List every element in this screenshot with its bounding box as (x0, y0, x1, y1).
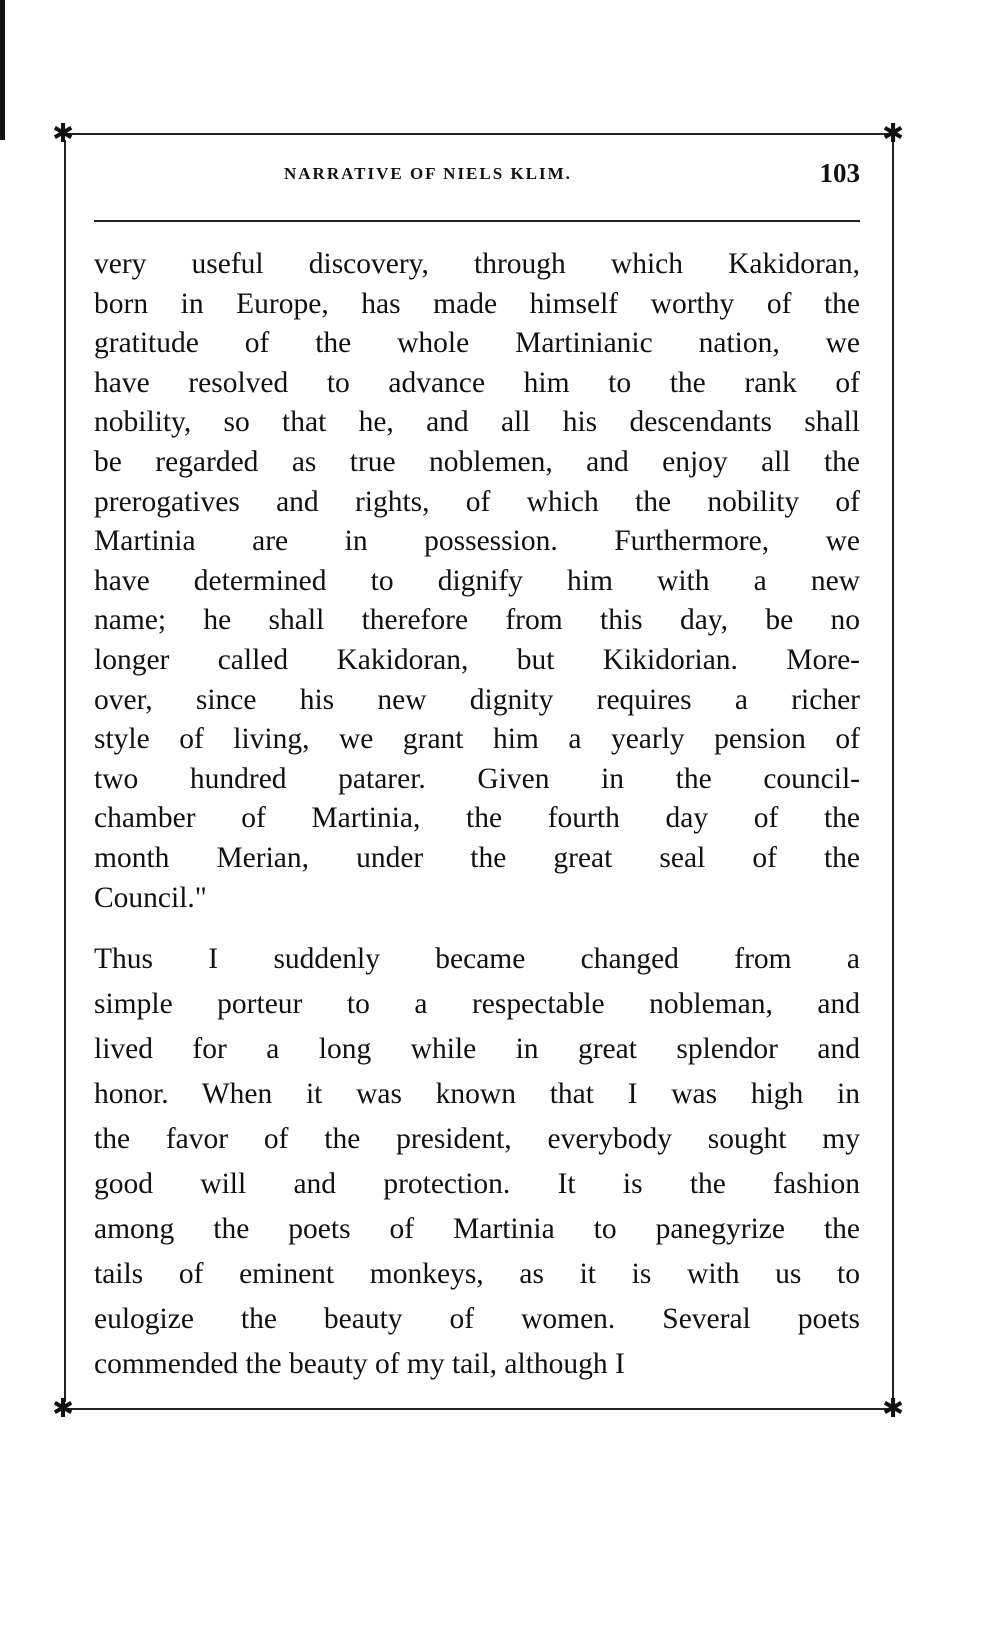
text-line: gratitude of the whole Martinianic nation, we (94, 327, 860, 360)
scan-edge (0, 0, 5, 140)
text-line: lived for a long while in great splendor and (94, 1033, 860, 1065)
corner-star-icon: ✱ (52, 1394, 74, 1424)
text-line: Thus I suddenly became changed from a (94, 943, 860, 975)
text-line: month Merian, under the great seal of the (94, 841, 860, 874)
text-line: over, since his new dignity requires a richer (94, 683, 860, 716)
text-line: have resolved to advance him to the rank of (94, 366, 860, 399)
text-line: very useful discovery, through which Kakidoran, (94, 248, 860, 280)
text-line: commended the beauty of my tail, although I (94, 1348, 625, 1380)
running-title: NARRATIVE OF NIELS KLIM. (284, 164, 572, 183)
page-number: 103 (819, 158, 860, 188)
text-line: be regarded as true noblemen, and enjoy all the (94, 445, 860, 478)
text-line: longer called Kakidoran, but Kikidorian. More- (94, 643, 860, 676)
text-line: chamber of Martinia, the fourth day of the (94, 802, 860, 835)
corner-star-icon: ✱ (882, 1394, 904, 1424)
frame-right-rule (892, 140, 894, 1402)
corner-star-icon: ✱ (52, 119, 74, 149)
text-line: nobility, so that he, and all his descendants shall (94, 406, 860, 439)
text-line: name; he shall therefore from this day, be no (94, 604, 860, 637)
text-line: Martinia are in possession. Furthermore, we (94, 525, 860, 558)
text-line: good will and protection. It is the fashion (94, 1168, 860, 1200)
text-line: the favor of the president, everybody sought my (94, 1123, 860, 1155)
text-line: Council." (94, 881, 207, 914)
header-rule (94, 220, 860, 222)
text-line: simple porteur to a respectable nobleman, and (94, 988, 860, 1020)
corner-star-icon: ✱ (882, 119, 904, 149)
text-line: prerogatives and rights, of which the nobility of (94, 485, 860, 518)
text-line: two hundred patarer. Given in the council- (94, 762, 860, 795)
frame-top-rule (62, 133, 896, 135)
text-line: tails of eminent monkeys, as it is with us to (94, 1258, 860, 1290)
text-line: have determined to dignify him with a new (94, 564, 860, 597)
text-line: among the poets of Martinia to panegyrize the (94, 1213, 860, 1245)
paragraph-2 (94, 937, 860, 1387)
text-line: eulogize the beauty of women. Several poets (94, 1303, 860, 1335)
text-line: style of living, we grant him a yearly pension of (94, 723, 860, 756)
frame-bottom-rule (62, 1408, 896, 1410)
text-line: born in Europe, has made himself worthy of the (94, 287, 860, 320)
text-line: honor. When it was known that I was high in (94, 1078, 860, 1110)
frame-left-rule (64, 140, 66, 1402)
paragraph-1 (94, 245, 860, 918)
page-header (94, 158, 860, 192)
